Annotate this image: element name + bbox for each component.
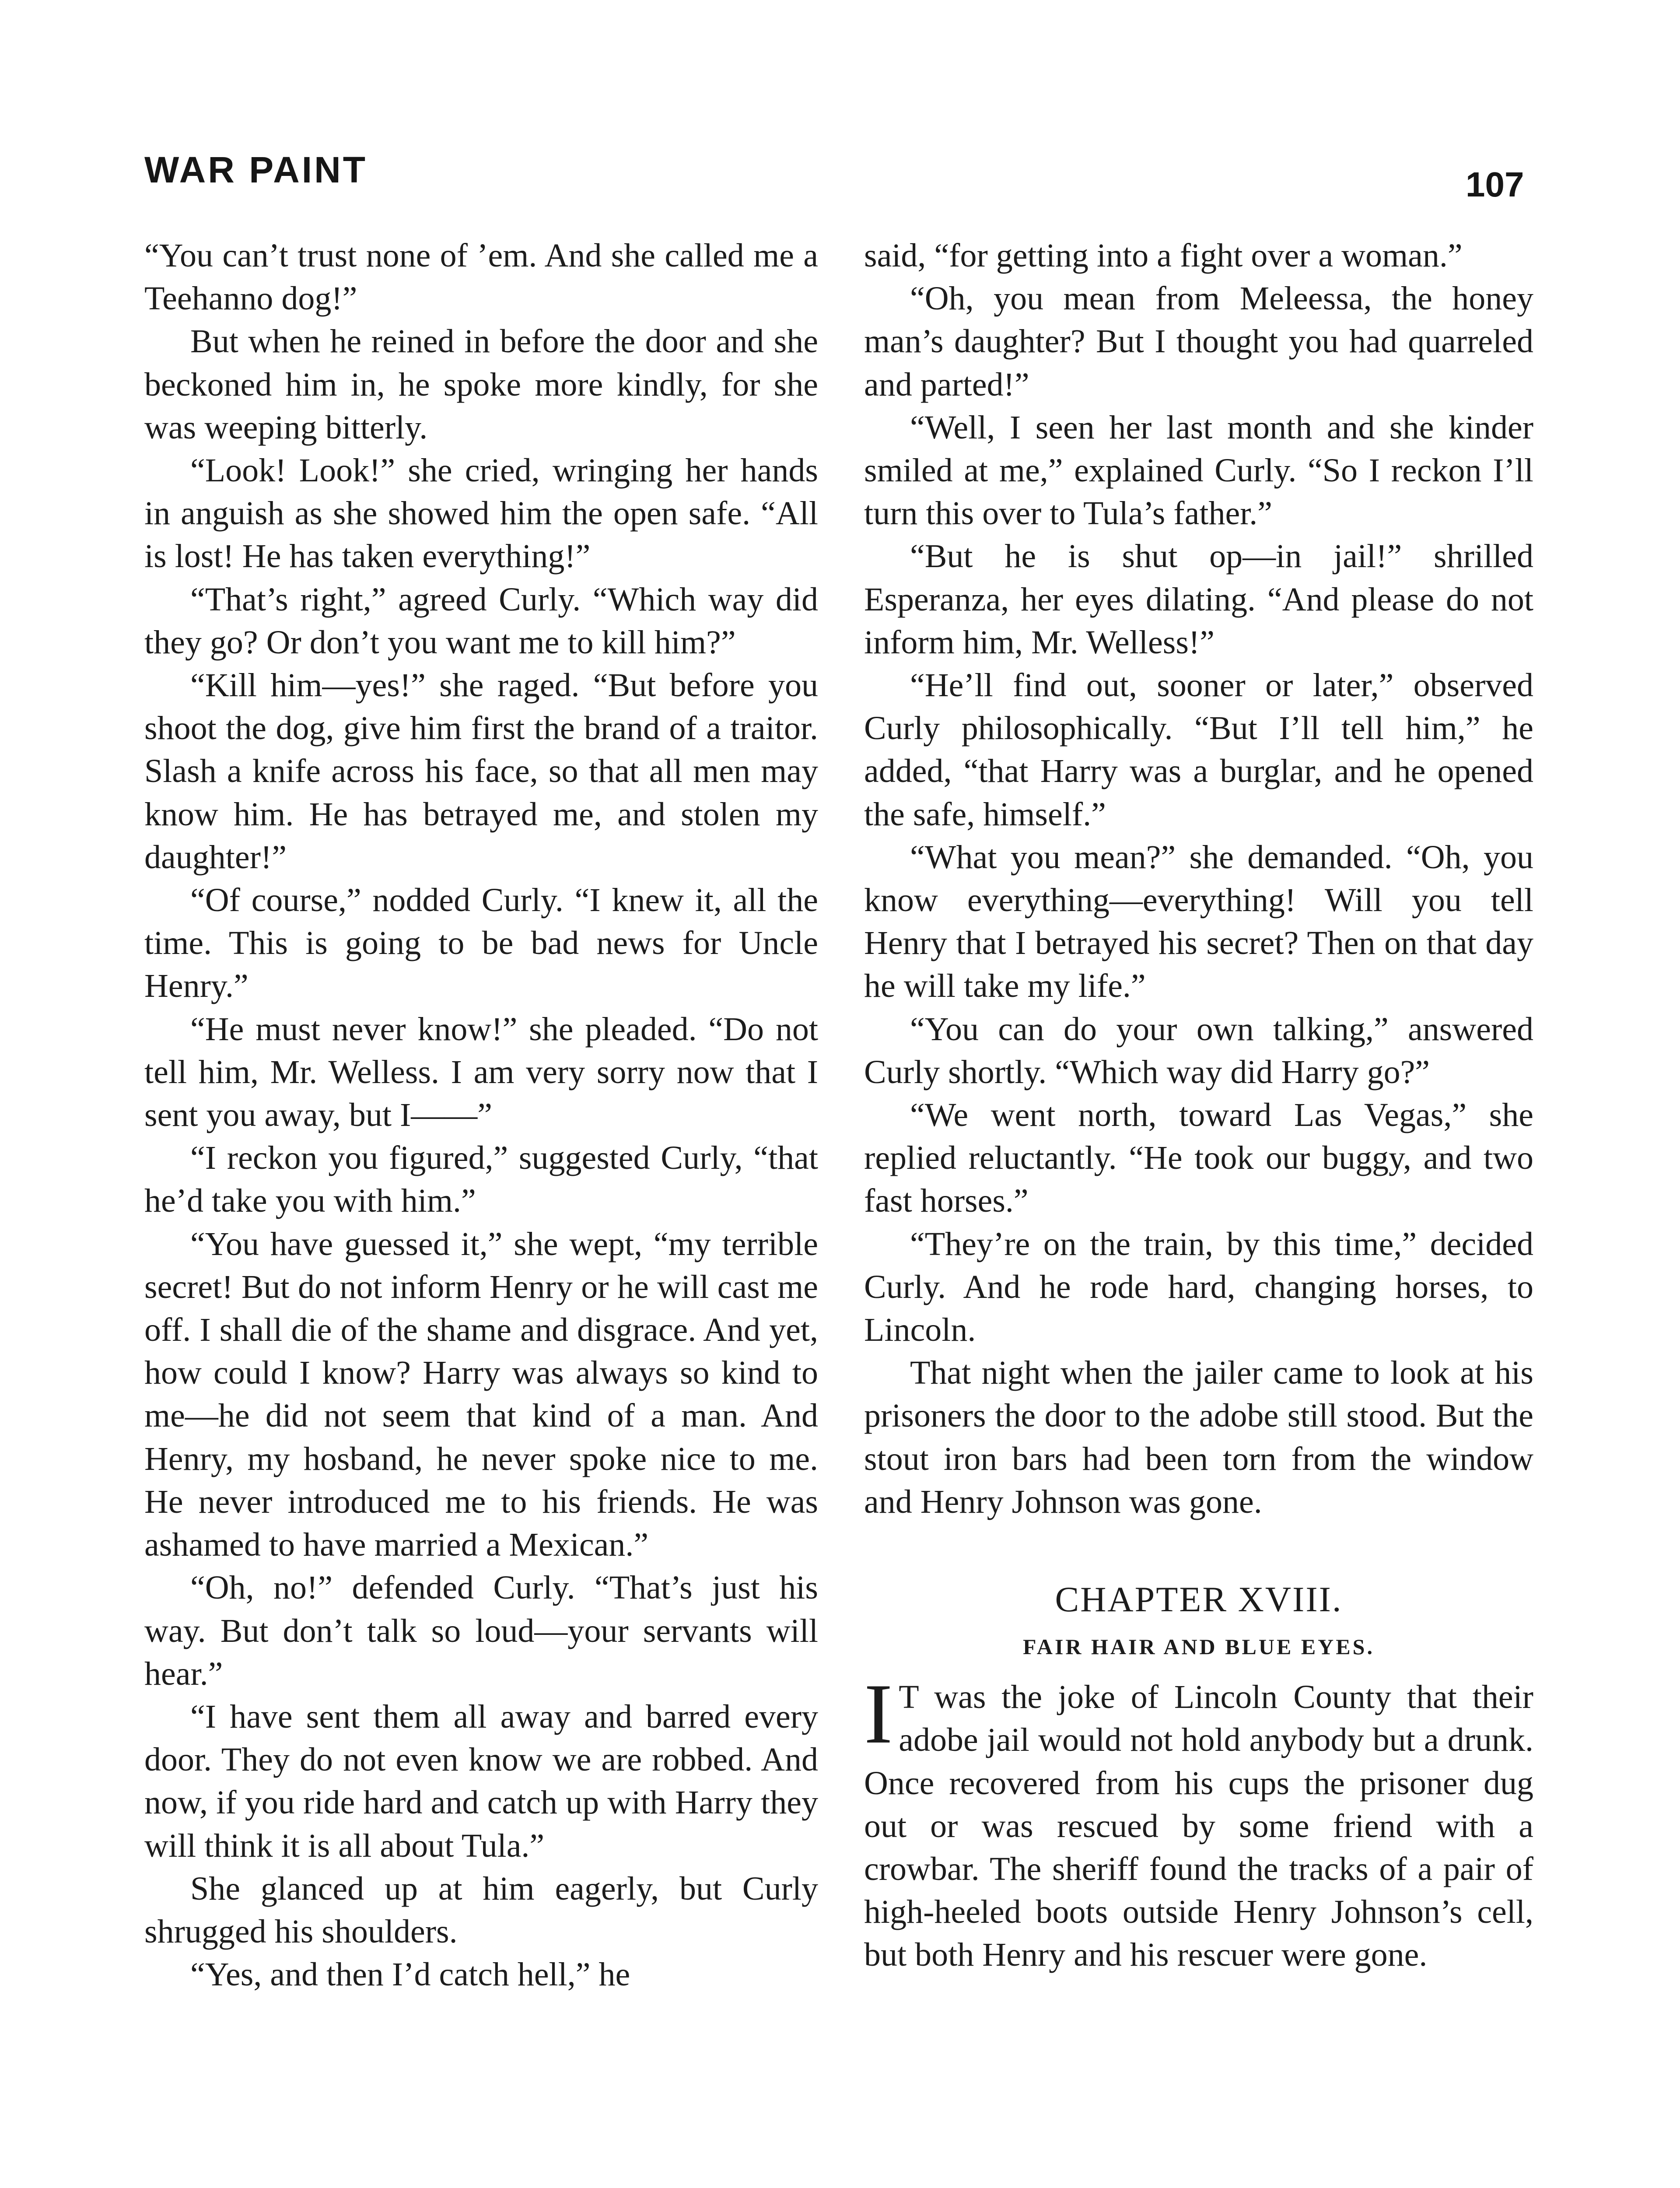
paragraph: “But he is shut op—in jail!” shrilled Esperanza, her eyes dilating. “And please do not inform him, Mr. Welless!” (864, 538, 1533, 661)
paragraph: “He’ll find out, sooner or later,” observed Curly philosophically. “But I’ll tell him,” he added, “that Harry was a burglar, and he opened the safe, himself.” (864, 667, 1533, 833)
paragraph: “Oh, you mean from Meleessa, the honey man’s daughter? But I thought you had quarreled and parted!” (864, 280, 1533, 403)
running-head: WAR PAINT (144, 149, 368, 190)
paragraph: “Of course,” nodded Curly. “I knew it, all the time. This is going to be bad news for Uncle Henry.” (144, 882, 818, 1005)
chapter-heading: CHAPTER XVIII. (1055, 1579, 1343, 1620)
paragraph: “You can’t trust none of ’em. And she called me a Teehanno dog!” (144, 237, 818, 317)
paragraph: “He must never know!” she pleaded. “Do not tell him, Mr. Welless. I am very sorry now that I sent you away, but I——” (144, 1010, 818, 1134)
chapter-subtitle: FAIR HAIR AND BLUE EYES. (1023, 1634, 1375, 1659)
paragraph: “Oh, no!” defended Curly. “That’s just his way. But don’t talk so loud—your servants will hear.” (144, 1569, 818, 1692)
left-text-column (144, 234, 818, 1996)
paragraph: “They’re on the train, by this time,” decided Curly. And he rode hard, changing horses, to Lincoln. (864, 1225, 1533, 1349)
paragraph: “What you mean?” she demanded. “Oh, you know everything—everything! Will you tell Henry that I betrayed his secret? Then on that day he will take my life.” (864, 838, 1533, 1005)
paragraph: “Kill him—yes!” she raged. “But before you shoot the dog, give him first the brand of a traitor. Slash a knife across his face, so that all men may know him. He has betrayed me, and stolen my daughter!” (144, 667, 818, 876)
paragraph: “You have guessed it,” she wept, “my terrible secret! But do not inform Henry or he will cast me off. I shall die of the shame and disgrace. And yet, how could I know? Harry was always so kind to me—he did not seem that kind of a man. And Henry, my hosband, he never spoke nice to me. He never introduced me to his friends. He was ashamed to have married a Mexican.” (144, 1225, 818, 1564)
paragraph: “I have sent them all away and barred every door. They do not even know we are robbed. And now, if you ride hard and catch up with Harry they will think it is all about Tula.” (144, 1698, 818, 1864)
paragraph: But when he reined in before the door and she beckoned him in, he spoke more kindly, for she was weeping bitterly. (144, 323, 818, 446)
paragraph: “That’s right,” agreed Curly. “Which way did they go? Or don’t you want me to kill him?” (144, 581, 818, 661)
right-text-column (864, 234, 1533, 1977)
paragraph: She glanced up at him eagerly, but Curly shrugged his shoulders. (144, 1870, 818, 1950)
paragraph: said, “for getting into a fight over a woman.” (864, 237, 1463, 274)
paragraph: “I reckon you figured,” suggested Curly, “that he’d take you with him.” (144, 1140, 818, 1220)
chapter-opening-text: T was the joke of Lincoln County that their adobe jail would not hold anybody but a drunk. Once recovered from his cups the prisoner dug out or was rescued by some friend with a crowbar. The sheriff found the tracks of a pair of high-heeled boots outside Henry Johnson’s cell, but both Henry and his rescuer were gone. (864, 1679, 1533, 1974)
paragraph: “Well, I seen her last month and she kinder smiled at me,” explained Curly. “So I reckon I’ll turn this over to Tula’s father.” (864, 409, 1533, 532)
paragraph: “Yes, and then I’d catch hell,” he (190, 1956, 630, 1993)
page-number: 107 (1466, 165, 1524, 204)
chapter-opening-paragraph (864, 1666, 1533, 1976)
paragraph: “You can do your own talking,” answered Curly shortly. “Which way did Harry go?” (864, 1010, 1533, 1090)
paragraph: “We went north, toward Las Vegas,” she replied reluctantly. “He took our buggy, and two fast horses.” (864, 1097, 1533, 1220)
paragraph: “Look! Look!” she cried, wringing her hands in anguish as she showed him the open safe. “All is lost! He has taken everything!” (144, 452, 818, 575)
drop-cap: I (864, 1666, 893, 1762)
paragraph: That night when the jailer came to look at his prisoners the door to the adobe still stood. But the stout iron bars had been torn from the window and Henry Johnson was gone. (864, 1354, 1533, 1520)
